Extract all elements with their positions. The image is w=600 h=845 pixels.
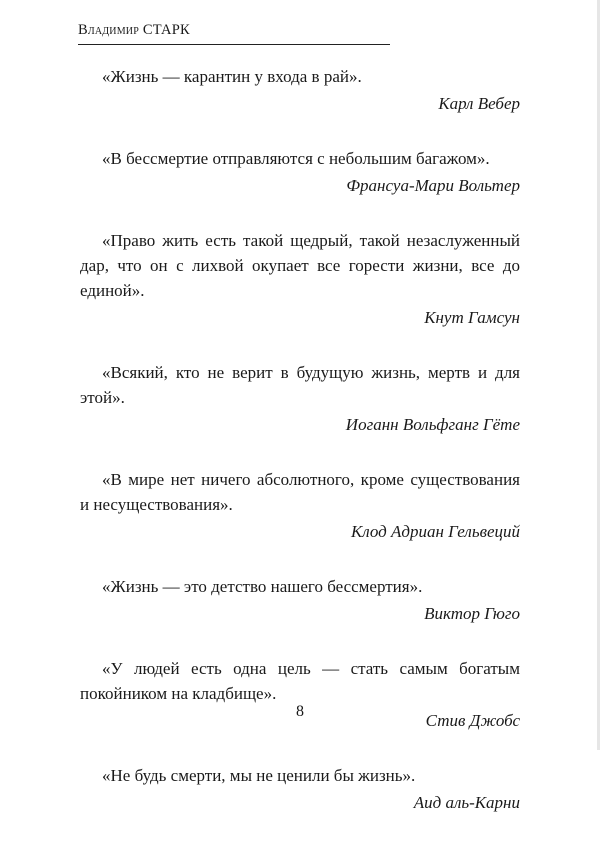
quote-item: [80, 146, 520, 198]
quote-text: «Жизнь — карантин у входа в рай».: [102, 67, 362, 86]
quote-text: «У людей есть одна цель — стать самым богатым покойником на кладбище».: [80, 659, 520, 703]
running-head-title: Владимир СТАРК: [78, 22, 190, 38]
quote-author: Стив Джобс: [425, 711, 520, 730]
quote-author: Аид аль-Карни: [413, 793, 520, 812]
quote-text: «Не будь смерти, мы не ценили бы жизнь».: [102, 766, 416, 785]
page-number: 8: [296, 703, 304, 720]
quote-author: Клод Адриан Гельвеций: [350, 522, 520, 541]
quote-text: «Жизнь — это детство нашего бессмертия».: [102, 577, 423, 596]
quote-text: «Всякий, кто не верит в будущую жизнь, мертв и для этой».: [80, 363, 520, 407]
quote-item: [80, 763, 520, 815]
quote-author: Карл Вебер: [438, 94, 520, 113]
quotes-list: [80, 64, 520, 845]
quote-text: «В бессмертие отправляются с небольшим багажом».: [102, 149, 490, 168]
quote-item: [80, 656, 520, 733]
quote-author: Виктор Гюго: [424, 604, 520, 623]
quote-item: [80, 574, 520, 626]
quote-item: [80, 64, 520, 116]
quote-item: [80, 228, 520, 330]
quote-text: «В мире нет ничего абсолютного, кроме существования и несуществования».: [80, 470, 520, 514]
quote-item: [80, 467, 520, 544]
quote-item: [80, 360, 520, 437]
header-rule: [78, 44, 390, 45]
quote-author: Кнут Гамсун: [424, 308, 520, 327]
quote-text: «Право жить есть такой щедрый, такой незаслуженный дар, что он с лихвой окупает все горести жизни, все до единой».: [80, 231, 520, 300]
quote-author: Франсуа-Мари Вольтер: [346, 176, 520, 195]
quote-author: Иоганн Вольфганг Гёте: [345, 415, 520, 434]
